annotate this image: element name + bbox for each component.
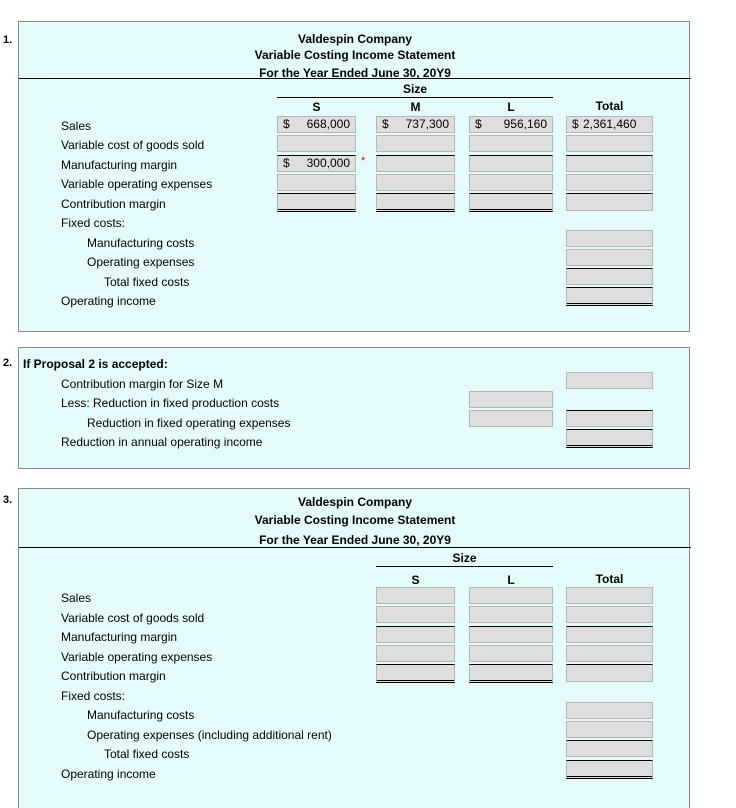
row-label-op-exp: Operating expenses (including additional rent): [87, 728, 332, 742]
section-1-panel: [18, 21, 690, 332]
input-sales-total[interactable]: [566, 116, 653, 133]
dollar-sign: $: [572, 117, 579, 131]
header-rule: [19, 78, 691, 79]
amount: 956,160: [503, 117, 547, 131]
input-red-fixed-opex[interactable]: [469, 410, 553, 427]
dollar-sign: $: [382, 117, 389, 131]
input-sales-s[interactable]: [376, 587, 455, 604]
section-3-number: 3.: [3, 494, 13, 506]
input-vcogs-m[interactable]: [376, 135, 455, 152]
size-header: Size: [452, 551, 477, 565]
input-total-fixed-total[interactable]: [566, 268, 653, 285]
input-red-income[interactable]: [566, 429, 653, 448]
size-rule: [277, 97, 553, 98]
size-header: Size: [402, 82, 427, 96]
input-op-exp-total[interactable]: [566, 721, 653, 738]
input-op-income-total[interactable]: [566, 287, 653, 306]
proposal-title: If Proposal 2 is accepted:: [23, 357, 168, 371]
input-vopex-l[interactable]: [469, 645, 553, 662]
input-vopex-s[interactable]: [277, 174, 356, 191]
section-3-panel: [18, 488, 690, 808]
amount: 737,300: [405, 117, 449, 131]
input-vcogs-l[interactable]: [469, 135, 553, 152]
input-mfg-margin-s[interactable]: [277, 155, 356, 172]
row-label-less-reduction: Less: Reduction in fixed production costs: [61, 396, 280, 410]
input-contrib-m[interactable]: [376, 193, 455, 212]
input-vopex-total[interactable]: [566, 645, 653, 662]
col-total: Total: [595, 572, 624, 586]
row-label-mfg-margin: Manufacturing margin: [61, 630, 178, 644]
input-op-exp-total[interactable]: [566, 249, 653, 266]
input-vcogs-total[interactable]: [566, 135, 653, 152]
input-mfg-costs-total[interactable]: [566, 230, 653, 247]
row-label-fixed: Fixed costs:: [61, 689, 126, 703]
row-label-vcogs: Variable cost of goods sold: [61, 611, 205, 625]
dollar-sign: $: [283, 156, 290, 170]
col-m: M: [410, 100, 421, 114]
input-contrib-l[interactable]: [469, 193, 553, 212]
input-vcogs-s[interactable]: [277, 135, 356, 152]
col-l: L: [507, 100, 515, 114]
col-total: Total: [595, 99, 624, 113]
input-vopex-l[interactable]: [469, 174, 553, 191]
row-label-total-fixed: Total fixed costs: [104, 275, 190, 289]
input-cm-m[interactable]: [566, 372, 653, 389]
header-rule: [19, 547, 691, 548]
amount: 300,000: [306, 156, 350, 170]
amount: 668,000: [306, 117, 350, 131]
row-label-op-income: Operating income: [61, 767, 156, 781]
row-label-sales: Sales: [61, 591, 92, 605]
input-mfg-margin-m[interactable]: [376, 155, 455, 172]
input-vopex-total[interactable]: [566, 174, 653, 191]
input-mfg-costs-total[interactable]: [566, 702, 653, 719]
row-label-contrib: Contribution margin: [61, 197, 166, 211]
row-label-op-income: Operating income: [61, 294, 156, 308]
statement-period: For the Year Ended June 30, 20Y9: [259, 533, 451, 547]
company-name: Valdespin Company: [297, 495, 413, 509]
input-op-income-total[interactable]: [566, 760, 653, 779]
row-label-sales: Sales: [61, 119, 92, 133]
input-sales-m[interactable]: [376, 116, 455, 133]
input-red-fixed-prod[interactable]: [469, 391, 553, 408]
col-s: S: [411, 573, 420, 587]
section-1-number: 1.: [3, 34, 13, 46]
input-sales-total[interactable]: [566, 587, 653, 604]
input-sales-s[interactable]: [277, 116, 356, 133]
input-vcogs-l[interactable]: [469, 606, 553, 623]
size-rule: [376, 566, 553, 567]
col-s: S: [312, 100, 321, 114]
row-label-vopex: Variable operating expenses: [61, 650, 213, 664]
row-label-mfg-margin: Manufacturing margin: [61, 158, 178, 172]
row-label-mfg-costs: Manufacturing costs: [87, 236, 195, 250]
section-2-number: 2.: [3, 357, 13, 369]
input-sales-l[interactable]: [469, 587, 553, 604]
input-contrib-total[interactable]: [566, 664, 653, 682]
required-asterisk: *: [361, 155, 366, 167]
dollar-sign: $: [475, 117, 482, 131]
amount: 2,361,460: [583, 117, 637, 131]
row-label-red-income: Reduction in annual operating income: [61, 435, 263, 449]
input-mfg-margin-total[interactable]: [566, 626, 653, 643]
row-label-vopex: Variable operating expenses: [61, 177, 213, 191]
statement-title: Variable Costing Income Statement: [254, 513, 456, 527]
dollar-sign: $: [283, 117, 290, 131]
input-contrib-s[interactable]: [376, 664, 455, 683]
row-label-op-exp: Operating expenses: [87, 255, 195, 269]
row-label-red-opex: Reduction in fixed operating expenses: [87, 416, 291, 430]
statement-period: For the Year Ended June 30, 20Y9: [259, 66, 451, 80]
input-vcogs-s[interactable]: [376, 606, 455, 623]
input-total-fixed-total[interactable]: [566, 740, 653, 757]
row-label-mfg-costs: Manufacturing costs: [87, 708, 195, 722]
input-mfg-margin-l[interactable]: [469, 155, 553, 172]
input-vopex-m[interactable]: [376, 174, 455, 191]
input-mfg-margin-l[interactable]: [469, 626, 553, 643]
row-label-vcogs: Variable cost of goods sold: [61, 138, 205, 152]
section-2-panel: [18, 347, 690, 469]
input-vcogs-total[interactable]: [566, 606, 653, 623]
input-contrib-s[interactable]: [277, 193, 356, 212]
input-sales-l[interactable]: [469, 116, 553, 133]
row-label-cm-m: Contribution margin for Size M: [61, 377, 224, 391]
company-name: Valdespin Company: [297, 32, 413, 46]
input-mfg-margin-total[interactable]: [566, 155, 653, 172]
row-label-contrib: Contribution margin: [61, 669, 166, 683]
col-l: L: [507, 573, 515, 587]
input-vopex-s[interactable]: [376, 645, 455, 662]
statement-title: Variable Costing Income Statement: [254, 48, 456, 62]
input-contrib-l[interactable]: [469, 664, 553, 683]
input-contrib-total[interactable]: [566, 193, 653, 211]
input-red-subtotal[interactable]: [566, 410, 653, 427]
row-label-fixed: Fixed costs:: [61, 216, 126, 230]
row-label-total-fixed: Total fixed costs: [104, 747, 190, 761]
input-mfg-margin-s[interactable]: [376, 626, 455, 643]
